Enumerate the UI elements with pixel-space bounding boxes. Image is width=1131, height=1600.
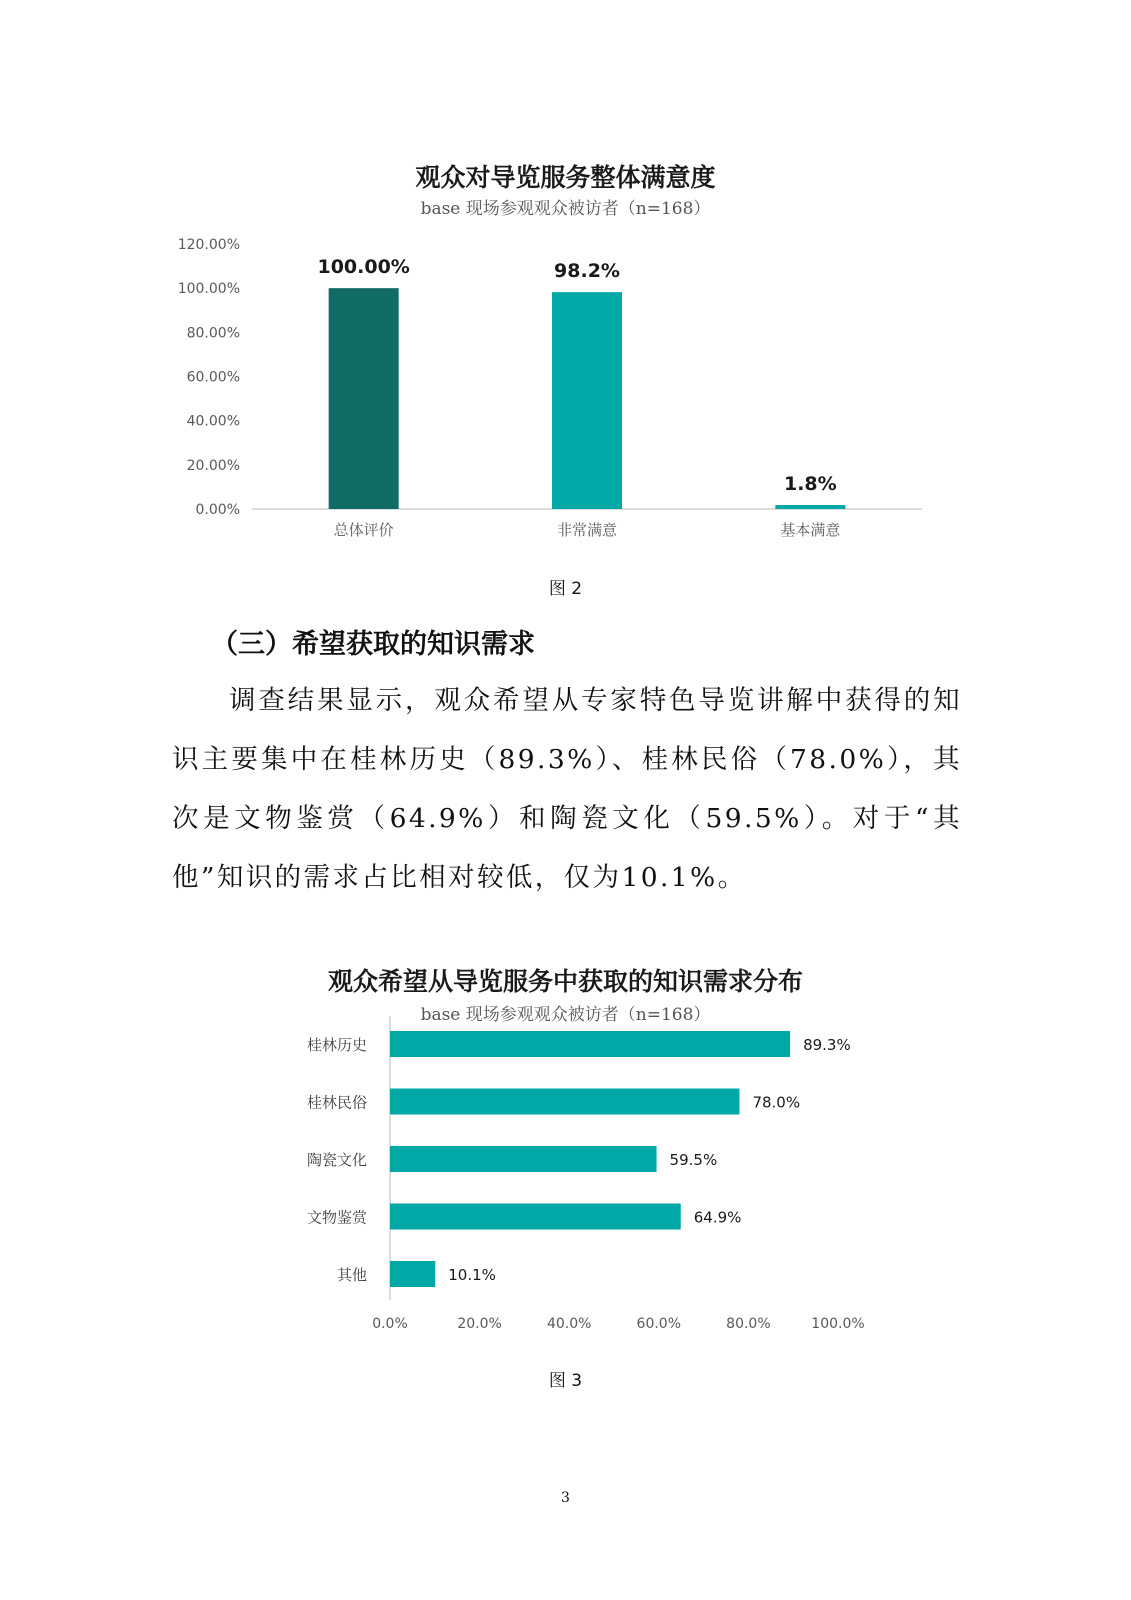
chart2-plot xyxy=(0,1000,1131,1380)
data-label: 78.0% xyxy=(752,1093,801,1112)
y-tick-label: 100.00% xyxy=(177,281,240,298)
data-label: 100.00% xyxy=(317,256,410,279)
x-tick-label: 总体评价 xyxy=(333,521,394,539)
chart1-subtitle: base 现场参观观众被访者（n=168） xyxy=(420,199,711,219)
bar xyxy=(552,292,622,509)
y-tick-label: 40.00% xyxy=(186,413,240,430)
y-tick-label: 桂林历史 xyxy=(306,1036,367,1054)
y-tick-label: 文物鉴赏 xyxy=(306,1208,367,1227)
y-tick-label: 其他 xyxy=(336,1266,367,1284)
x-tick-label: 0.0% xyxy=(372,1316,408,1332)
y-tick-label: 桂林民俗 xyxy=(306,1093,367,1112)
bar xyxy=(329,288,399,509)
x-tick-label: 100.0% xyxy=(811,1316,865,1332)
bar xyxy=(390,1261,435,1287)
x-tick-label: 20.0% xyxy=(457,1316,502,1332)
page-number: 3 xyxy=(561,1490,570,1506)
chart2-subtitle: base 现场参观观众被访者（n=168） xyxy=(420,1005,711,1025)
y-tick-label: 20.00% xyxy=(186,457,240,474)
y-tick-label: 60.00% xyxy=(186,369,240,386)
figure1-caption: 图 2 xyxy=(548,579,583,599)
x-tick-label: 非常满意 xyxy=(556,521,618,539)
x-tick-label: 40.0% xyxy=(546,1316,592,1332)
figure2-caption: 图 3 xyxy=(548,1371,583,1391)
bar xyxy=(390,1146,657,1172)
y-tick-label: 120.00% xyxy=(177,237,240,253)
data-label: 59.5% xyxy=(669,1151,718,1169)
bar xyxy=(390,1031,790,1057)
chart2-title: 观众希望从导览服务中获取的知识需求分布 xyxy=(327,967,803,996)
bar xyxy=(390,1089,739,1115)
body-paragraph: 调查结果显示，观众希望从专家特色导览讲解中获得的知识主要集中在桂林历史（89.3%）、桂林民俗（78.0%），其次是文物鉴赏（64.9%）和陶瓷文化（59.5%）。对于“其他”知识的需求占比相对较低，仅为10.1%。 xyxy=(172,685,962,893)
data-label: 98.2% xyxy=(554,260,620,283)
y-tick-label: 陶瓷文化 xyxy=(306,1151,367,1169)
data-label: 1.8% xyxy=(783,473,837,496)
data-label: 89.3% xyxy=(803,1036,851,1054)
data-label: 64.9% xyxy=(693,1208,742,1227)
chart1-plot xyxy=(0,0,1131,580)
x-tick-label: 80.0% xyxy=(726,1316,771,1332)
y-tick-label: 80.00% xyxy=(186,325,240,342)
x-tick-label: 基本满意 xyxy=(780,521,841,539)
data-label: 10.1% xyxy=(448,1266,496,1284)
y-tick-label: 0.00% xyxy=(195,502,240,518)
bar xyxy=(390,1204,681,1230)
bar xyxy=(775,505,845,509)
section-heading: （三）希望获取的知识需求 xyxy=(211,629,535,660)
chart1-title: 观众对导览服务整体满意度 xyxy=(415,163,716,192)
x-tick-label: 60.0% xyxy=(636,1316,682,1332)
